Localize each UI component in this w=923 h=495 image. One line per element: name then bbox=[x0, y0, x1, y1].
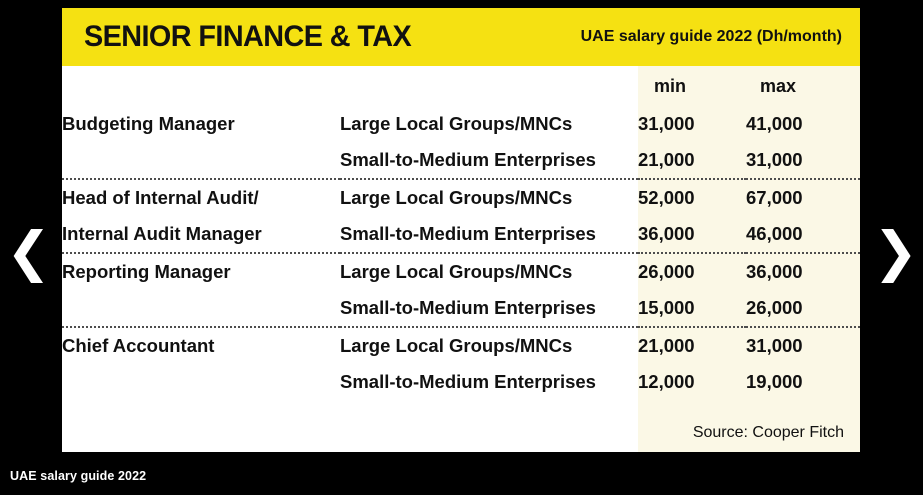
cell-max-salary: 19,000 bbox=[746, 371, 803, 392]
cell-company-type: Large Local Groups/MNCs bbox=[340, 179, 638, 216]
table-row bbox=[62, 216, 860, 253]
cell-company-type: Large Local Groups/MNCs bbox=[340, 327, 638, 364]
table-header-row bbox=[62, 66, 860, 106]
cell-role: Internal Audit Manager bbox=[62, 223, 262, 245]
cell-role: Chief Accountant bbox=[62, 327, 340, 364]
graphic-subtitle: UAE salary guide 2022 (Dh/month) bbox=[580, 28, 842, 45]
cell-min-salary: 36,000 bbox=[638, 223, 695, 244]
column-header-min: min bbox=[654, 75, 687, 96]
cell-min-salary: 21,000 bbox=[638, 327, 746, 364]
cell-max-salary: 31,000 bbox=[746, 149, 803, 170]
cell-min-salary: 26,000 bbox=[638, 253, 746, 290]
table-row bbox=[62, 106, 860, 142]
cell-company-type: Small-to-Medium Enterprises bbox=[340, 223, 596, 244]
cell-role: Reporting Manager bbox=[62, 253, 340, 290]
cell-role bbox=[62, 290, 340, 327]
carousel-next-icon[interactable]: ❯ bbox=[873, 220, 919, 283]
cell-min-salary: 52,000 bbox=[638, 179, 746, 216]
cell-max-salary: 67,000 bbox=[746, 179, 860, 216]
cell-role: Budgeting Manager bbox=[62, 113, 235, 135]
cell-max-salary: 26,000 bbox=[746, 297, 803, 318]
table-row bbox=[62, 327, 860, 364]
table-row bbox=[62, 364, 860, 400]
salary-guide-graphic bbox=[62, 8, 860, 452]
cell-company-type: Large Local Groups/MNCs bbox=[340, 253, 638, 290]
cell-max-salary: 36,000 bbox=[746, 253, 860, 290]
column-header-max: max bbox=[760, 75, 797, 96]
table-row bbox=[62, 290, 860, 327]
cell-company-type: Small-to-Medium Enterprises bbox=[340, 149, 596, 170]
carousel-prev-icon[interactable]: ❮ bbox=[6, 220, 52, 283]
cell-min-salary: 15,000 bbox=[638, 297, 695, 318]
slide-caption: UAE salary guide 2022 bbox=[10, 469, 147, 483]
cell-min-salary: 31,000 bbox=[638, 113, 695, 134]
cell-company-type: Large Local Groups/MNCs bbox=[340, 113, 573, 134]
source-note: Source: Cooper Fitch bbox=[692, 424, 844, 441]
cell-min-salary: 21,000 bbox=[638, 149, 695, 170]
cell-company-type: Small-to-Medium Enterprises bbox=[340, 297, 596, 318]
cell-role bbox=[62, 364, 340, 400]
cell-max-salary: 41,000 bbox=[746, 113, 803, 134]
graphic-header bbox=[62, 8, 860, 66]
cell-role bbox=[62, 142, 340, 179]
table-row bbox=[62, 179, 860, 216]
cell-role: Head of Internal Audit/ bbox=[62, 179, 340, 216]
table-row bbox=[62, 253, 860, 290]
page-title: SENIOR FINANCE & TAX bbox=[84, 20, 412, 53]
cell-max-salary: 46,000 bbox=[746, 223, 803, 244]
cell-min-salary: 12,000 bbox=[638, 371, 695, 392]
cell-max-salary: 31,000 bbox=[746, 327, 860, 364]
cell-company-type: Small-to-Medium Enterprises bbox=[340, 371, 596, 392]
salary-table bbox=[62, 66, 860, 400]
column-header-company bbox=[340, 66, 638, 106]
column-header-role bbox=[62, 66, 340, 106]
table-row bbox=[62, 142, 860, 179]
graphic-body bbox=[62, 66, 860, 452]
